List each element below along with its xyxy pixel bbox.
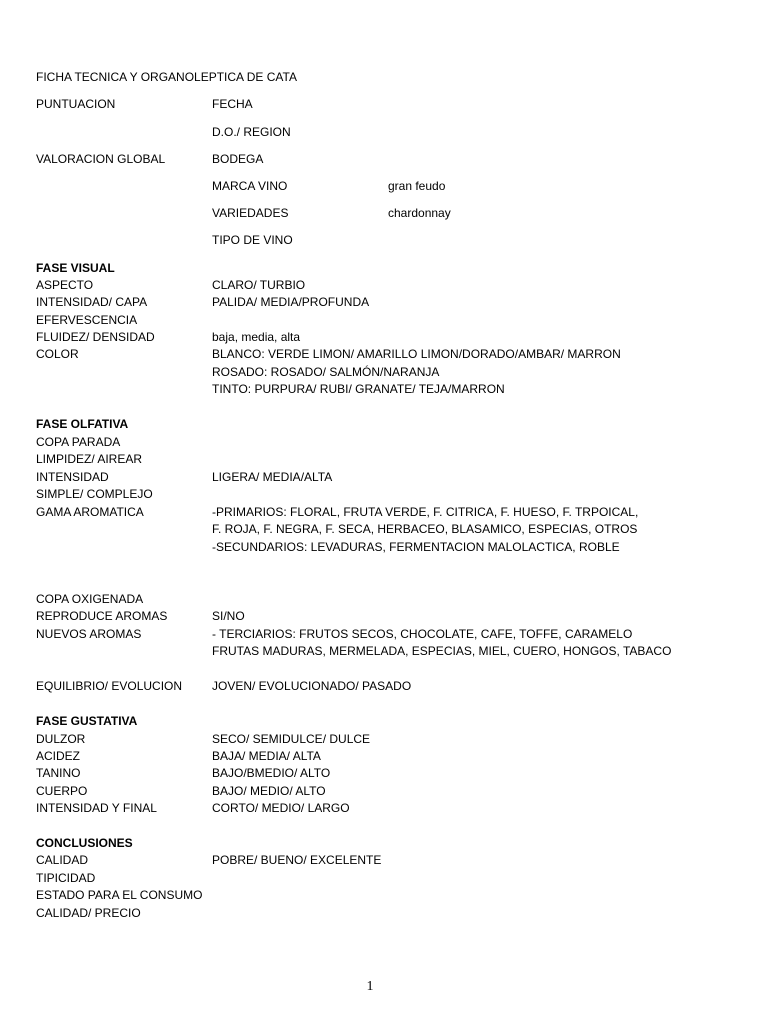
tipo-de-vino-label: TIPO DE VINO: [212, 233, 293, 247]
simple-complejo-label: SIMPLE/ COMPLEJO: [36, 487, 153, 501]
aspecto-value: CLARO/ TURBIO: [212, 278, 306, 292]
do-region-label: D.O./ REGION: [212, 125, 291, 139]
fase-visual-heading: FASE VISUAL: [36, 261, 115, 275]
gama-secundarios-value: -SECUNDARIOS: LEVADURAS, FERMENTACION MALOLACTICA, ROBLE: [212, 540, 620, 554]
gama-primarios-value-cont: F. ROJA, F. NEGRA, F. SECA, HERBACEO, BLASAMICO, ESPECIAS, OTROS: [212, 522, 638, 536]
fluidez-densidad-value: baja, media, alta: [212, 330, 301, 344]
page-number: 1: [366, 979, 374, 994]
copa-parada-label: COPA PARADA: [36, 435, 121, 449]
color-blanco-value: BLANCO: VERDE LIMON/ AMARILLO LIMON/DORADO/AMBAR/ MARRON: [212, 347, 621, 361]
document-title: FICHA TECNICA Y ORGANOLEPTICA DE CATA: [36, 70, 297, 84]
fase-gustativa-heading: FASE GUSTATIVA: [36, 714, 138, 728]
efervescencia-label: EFERVESCENCIA: [36, 313, 138, 327]
acidez-value: BAJA/ MEDIA/ ALTA: [212, 749, 321, 763]
bodega-label: BODEGA: [212, 152, 264, 166]
cuerpo-value: BAJO/ MEDIO/ ALTO: [212, 784, 326, 798]
marca-vino-label: MARCA VINO: [212, 179, 288, 193]
copa-oxigenada-label: COPA OXIGENADA: [36, 592, 144, 606]
intensidad-capa-label: INTENSIDAD/ CAPA: [36, 295, 148, 309]
aspecto-label: ASPECTO: [36, 278, 94, 292]
tipicidad-label: TIPICIDAD: [36, 871, 96, 885]
variedades-value: chardonnay: [388, 206, 451, 220]
fluidez-densidad-label: FLUIDEZ/ DENSIDAD: [36, 330, 155, 344]
marca-vino-value: gran feudo: [388, 179, 446, 193]
color-tinto-value: TINTO: PURPURA/ RUBI/ GRANATE/ TEJA/MARRON: [212, 382, 505, 396]
color-label: COLOR: [36, 347, 79, 361]
intensidad-capa-value: PALIDA/ MEDIA/PROFUNDA: [212, 295, 370, 309]
cuerpo-label: CUERPO: [36, 784, 88, 798]
nuevos-aromas-label: NUEVOS AROMAS: [36, 627, 142, 641]
intensidad-final-value: CORTO/ MEDIO/ LARGO: [212, 801, 350, 815]
intensidad-olfativa-value: LIGERA/ MEDIA/ALTA: [212, 470, 333, 484]
tanino-label: TANINO: [36, 766, 81, 780]
tanino-value: BAJO/BMEDIO/ ALTO: [212, 766, 331, 780]
valoracion-global-label: VALORACION GLOBAL: [36, 152, 166, 166]
dulzor-label: DULZOR: [36, 732, 86, 746]
estado-consumo-label: ESTADO PARA EL CONSUMO: [36, 888, 203, 902]
color-rosado-value: ROSADO: ROSADO/ SALMÓN/NARANJA: [212, 365, 440, 379]
equilibrio-evolucion-value: JOVEN/ EVOLUCIONADO/ PASADO: [212, 679, 412, 693]
nuevos-terciarios-value-cont: FRUTAS MADURAS, MERMELADA, ESPECIAS, MIEL, CUERO, HONGOS, TABACO: [212, 644, 672, 658]
acidez-label: ACIDEZ: [36, 749, 81, 763]
reproduce-aromas-label: REPRODUCE AROMAS: [36, 609, 168, 623]
dulzor-value: SECO/ SEMIDULCE/ DULCE: [212, 732, 371, 746]
fase-olfativa-heading: FASE OLFATIVA: [36, 417, 129, 431]
reproduce-aromas-value: SI/NO: [212, 609, 245, 623]
gama-primarios-value: -PRIMARIOS: FLORAL, FRUTA VERDE, F. CITRICA, F. HUESO, F. TRPOICAL,: [212, 505, 639, 519]
gama-aromatica-label: GAMA AROMATICA: [36, 505, 144, 519]
fecha-label: FECHA: [212, 97, 253, 111]
puntuacion-label: PUNTUACION: [36, 97, 116, 111]
equilibrio-evolucion-label: EQUILIBRIO/ EVOLUCION: [36, 679, 183, 693]
intensidad-olfativa-label: INTENSIDAD: [36, 470, 109, 484]
calidad-label: CALIDAD: [36, 853, 89, 867]
calidad-value: POBRE/ BUENO/ EXCELENTE: [212, 853, 382, 867]
variedades-label: VARIEDADES: [212, 206, 289, 220]
intensidad-final-label: INTENSIDAD Y FINAL: [36, 801, 157, 815]
conclusiones-heading: CONCLUSIONES: [36, 836, 133, 850]
calidad-precio-label: CALIDAD/ PRECIO: [36, 906, 141, 920]
nuevos-terciarios-value: - TERCIARIOS: FRUTOS SECOS, CHOCOLATE, CAFE, TOFFE, CARAMELO: [212, 627, 633, 641]
limpidez-airear-label: LIMPIDEZ/ AIREAR: [36, 452, 143, 466]
